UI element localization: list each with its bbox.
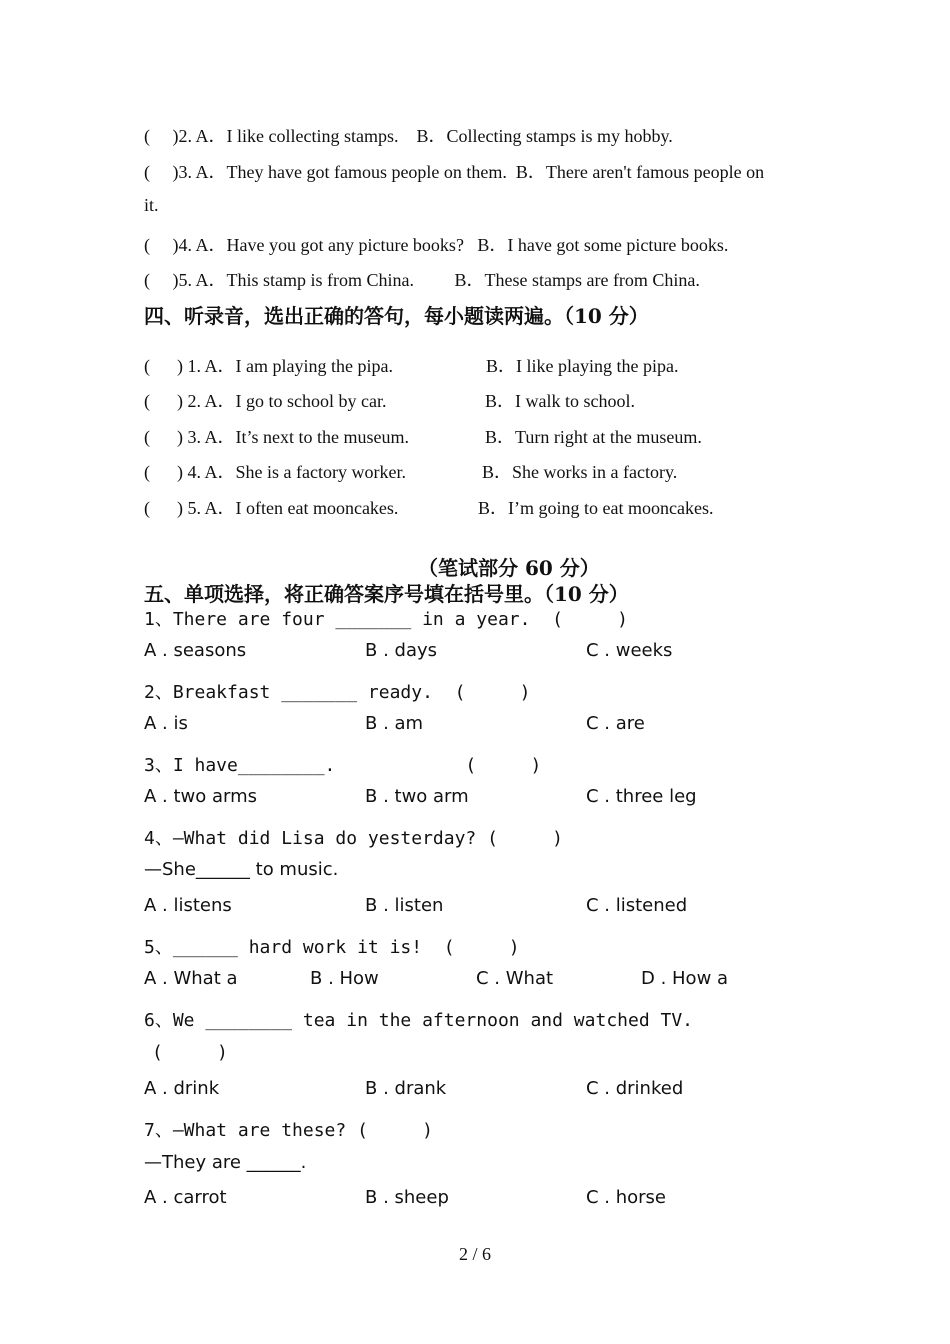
part5-q3-option-c: C . three leg xyxy=(586,786,697,807)
part4-item-1-b: B．I like playing the pipa. xyxy=(486,356,679,376)
part5-q4-option-b: B . listen xyxy=(365,895,444,916)
part4-item-4-a: ( ) 4. A．She is a factory worker. xyxy=(144,462,406,482)
part5-q7-option-a: A . carrot xyxy=(144,1187,227,1208)
part5-q4-option-c: C . listened xyxy=(586,895,688,916)
part3-question-3-continued: it. xyxy=(144,195,159,215)
part5-q5-stem: 5、______ hard work it is! ( ) xyxy=(144,937,520,958)
part5-q7-sub: —They are ______. xyxy=(144,1152,307,1173)
part3-question-3: ( )3. A．They have got famous people on them. B．There aren't famous people on xyxy=(144,162,765,182)
part5-q4-option-a: A . listens xyxy=(144,895,232,916)
part5-q1-option-a: A . seasons xyxy=(144,640,247,661)
part4-item-3-b: B．Turn right at the museum. xyxy=(485,427,702,447)
part5-q5-option-d: D . How a xyxy=(641,968,729,989)
part5-q2-stem: 2、Breakfast _______ ready. ( ) xyxy=(144,682,531,703)
part5-q7-option-c: C . horse xyxy=(586,1187,667,1208)
part4-item-4-b: B．She works in a factory. xyxy=(482,462,678,482)
part5-q1-option-c: C . weeks xyxy=(586,640,673,661)
part3-question-5: ( )5. A．This stamp is from China. B．These stamps are from China. xyxy=(144,270,700,290)
part4-item-3-a: ( ) 3. A．It’s next to the museum. xyxy=(144,427,409,447)
part5-q5-option-a: A . What a xyxy=(144,968,238,989)
part5-q4-stem: 4、—What did Lisa do yesterday? ( ) xyxy=(144,828,563,849)
part5-q6-answer-parens: ( ) xyxy=(152,1042,228,1063)
part4-heading: 四、听录音，选出正确的答句，每小题读两遍。（10 分） xyxy=(144,304,649,328)
part5-q3-option-a: A . two arms xyxy=(144,786,258,807)
part3-question-4: ( )4. A．Have you got any picture books? B．I have got some picture books. xyxy=(144,235,729,255)
part5-q5-option-b: B . How xyxy=(310,968,379,989)
part5-q1-stem: 1、There are four _______ in a year. ( ) xyxy=(144,609,628,630)
part5-q7-stem: 7、—What are these? ( ) xyxy=(144,1120,433,1141)
part5-q6-stem: 6、We ________ tea in the afternoon and watched TV. xyxy=(144,1010,694,1031)
page-number: 2 / 6 xyxy=(458,1244,491,1264)
part5-q2-option-c: C . are xyxy=(586,713,645,734)
part5-q7-option-b: B . sheep xyxy=(365,1187,449,1208)
part5-q5-option-c: C . What xyxy=(476,968,554,989)
part3-question-2: ( )2. A．I like collecting stamps. B．Collecting stamps is my hobby. xyxy=(144,126,673,146)
part5-q4-sub: —She______ to music. xyxy=(144,859,339,880)
part5-q3-option-b: B . two arm xyxy=(365,786,469,807)
part5-q6-option-a: A . drink xyxy=(144,1078,220,1099)
written-section-title: （笔试部分 60 分） xyxy=(418,556,600,580)
part5-q6-option-b: B . drank xyxy=(365,1078,447,1099)
part5-q3-stem: 3、I have________. ( ) xyxy=(144,755,542,776)
part5-q1-option-b: B . days xyxy=(365,640,437,661)
part5-q2-option-a: A . is xyxy=(144,713,188,734)
part4-item-5-a: ( ) 5. A．I often eat mooncakes. xyxy=(144,498,399,518)
part4-item-5-b: B．I’m going to eat mooncakes. xyxy=(478,498,714,518)
part4-item-2-a: ( ) 2. A．I go to school by car. xyxy=(144,391,387,411)
part5-q6-option-c: C . drinked xyxy=(586,1078,684,1099)
part4-item-1-a: ( ) 1. A．I am playing the pipa. xyxy=(144,356,393,376)
part5-q2-option-b: B . am xyxy=(365,713,424,734)
part4-item-2-b: B．I walk to school. xyxy=(485,391,635,411)
part5-heading: 五、单项选择，将正确答案序号填在括号里。（10 分） xyxy=(144,582,629,606)
